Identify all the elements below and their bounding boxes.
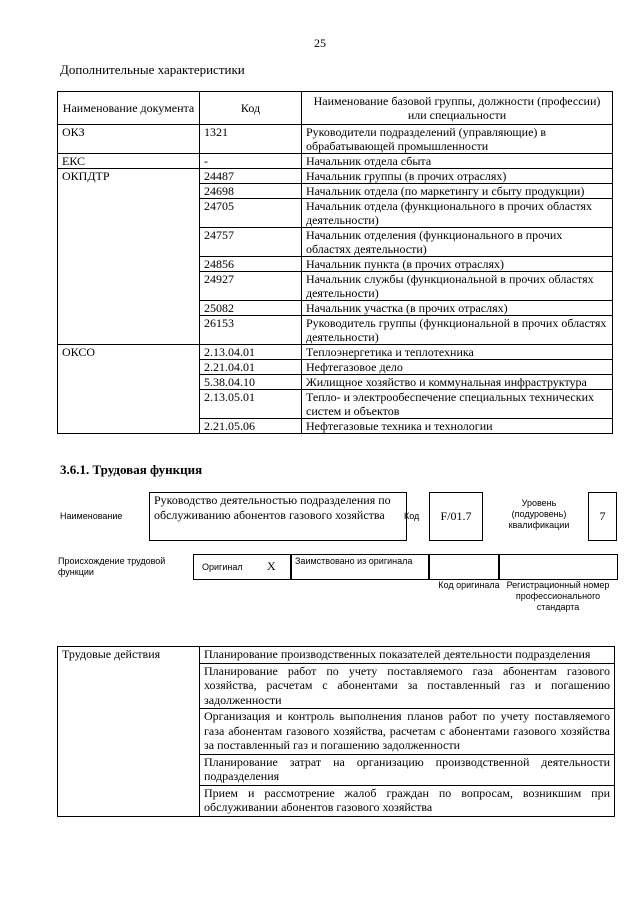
name-cell: Теплоэнергетика и теплотехника [302, 345, 613, 360]
name-cell: Тепло- и электрообеспечение специальных технических систем и объектов [302, 390, 613, 419]
name-cell: Начальник отделения (функционального в прочих областях деятельности) [302, 228, 613, 257]
table-row [58, 125, 613, 154]
name-cell: Начальник отдела сбыта [302, 154, 613, 169]
code-original-cell [428, 554, 500, 580]
reg-number-cell [498, 554, 618, 580]
code-cell: 2.13.05.01 [200, 390, 302, 419]
borrowed-label: Заимствовано из оригинала [295, 556, 413, 566]
original-mark: X [267, 559, 276, 573]
labor-actions-label: Трудовые действия [58, 647, 200, 817]
code-cell: 24487 [200, 169, 302, 184]
labor-actions-table [57, 646, 615, 817]
table-row [58, 345, 613, 360]
origin-row [193, 554, 616, 578]
origin-label: Происхождение трудовой функции [58, 556, 166, 577]
labor-action-item: Планирование затрат на организацию производственной деятельности подразделения [200, 754, 615, 785]
code-cell: 24927 [200, 272, 302, 301]
name-cell: Начальник отдела (функционального в прочих областях деятельности) [302, 199, 613, 228]
doc-cell: ЕКС [58, 154, 200, 169]
code-cell: 24698 [200, 184, 302, 199]
doc-cell: ОКЗ [58, 125, 200, 154]
code-cell: 5.38.04.10 [200, 375, 302, 390]
name-cell: Руководитель группы (функциональной в прочих областях деятельности) [302, 316, 613, 345]
labor-action-item: Планирование работ по учету поставляемого газа абонентам газового хозяйства, расчетам с абонентами за поставленный газ и погашению задолженности [200, 663, 615, 709]
doc-cell: ОКПДТР [58, 169, 200, 345]
header-name: Наименование базовой группы, должности (профессии) или специальности [302, 92, 613, 125]
function-code-value: F/01.7 [429, 492, 483, 541]
code-label: Код [404, 511, 420, 521]
code-cell: 24856 [200, 257, 302, 272]
name-label: Наименование [60, 511, 123, 521]
header-doc: Наименование документа [58, 92, 200, 125]
function-heading: 3.6.1. Трудовая функция [60, 462, 203, 477]
code-original-label: Код оригинала [438, 580, 500, 590]
header-code: Код [200, 92, 302, 125]
name-cell: Начальник службы (функциональной в прочих областях деятельности) [302, 272, 613, 301]
name-cell: Начальник отдела (по маркетингу и сбыту продукции) [302, 184, 613, 199]
code-cell: 26153 [200, 316, 302, 345]
name-cell: Нефтегазовые техника и технологии [302, 419, 613, 434]
doc-cell: ОКСО [58, 345, 200, 434]
table-row [58, 647, 615, 664]
code-cell: 2.13.04.01 [200, 345, 302, 360]
labor-action-item: Планирование производственных показателей деятельности подразделения [200, 647, 615, 664]
section-title: Дополнительные характеристики [60, 62, 245, 77]
labor-actions-body [58, 647, 615, 817]
labor-action-item: Прием и рассмотрение жалоб граждан по вопросам, возникшим при обслуживании абонентов газового хозяйства [200, 785, 615, 816]
additional-body [58, 125, 613, 434]
table-row [58, 154, 613, 169]
name-cell: Жилищное хозяйство и коммунальная инфраструктура [302, 375, 613, 390]
labor-action-item: Организация и контроль выполнения планов работ по учету поставляемого газа абонентам газового хозяйства, расчетам с абонентами газового хозяйства за поставленный газ и погашению задолженности [200, 709, 615, 755]
name-cell: Начальник участка (в прочих отраслях) [302, 301, 613, 316]
name-cell: Руководители подразделений (управляющие) в обрабатывающей промышленности [302, 125, 613, 154]
reg-number-label: Регистрационный номер профессионального стандарта [506, 580, 610, 612]
function-name-value: Руководство деятельностью подразделения по обслуживанию абонентов газового хозяйства [149, 492, 407, 541]
code-cell: 24705 [200, 199, 302, 228]
name-cell: Начальник пункта (в прочих отраслях) [302, 257, 613, 272]
code-cell: 2.21.05.06 [200, 419, 302, 434]
code-cell: 2.21.04.01 [200, 360, 302, 375]
code-cell: 24757 [200, 228, 302, 257]
additional-characteristics-table [57, 91, 613, 434]
name-cell: Начальник группы (в прочих отраслях) [302, 169, 613, 184]
code-cell: 25082 [200, 301, 302, 316]
level-label: Уровень (подуровень) квалификации [508, 498, 570, 530]
name-cell: Нефтегазовое дело [302, 360, 613, 375]
code-cell: - [200, 154, 302, 169]
borrowed-cell [290, 554, 430, 580]
table-row [58, 169, 613, 184]
code-cell: 1321 [200, 125, 302, 154]
page-number: 25 [314, 36, 326, 50]
original-cell [193, 554, 292, 580]
level-value: 7 [588, 492, 617, 541]
original-label: Оригинал [202, 562, 243, 572]
